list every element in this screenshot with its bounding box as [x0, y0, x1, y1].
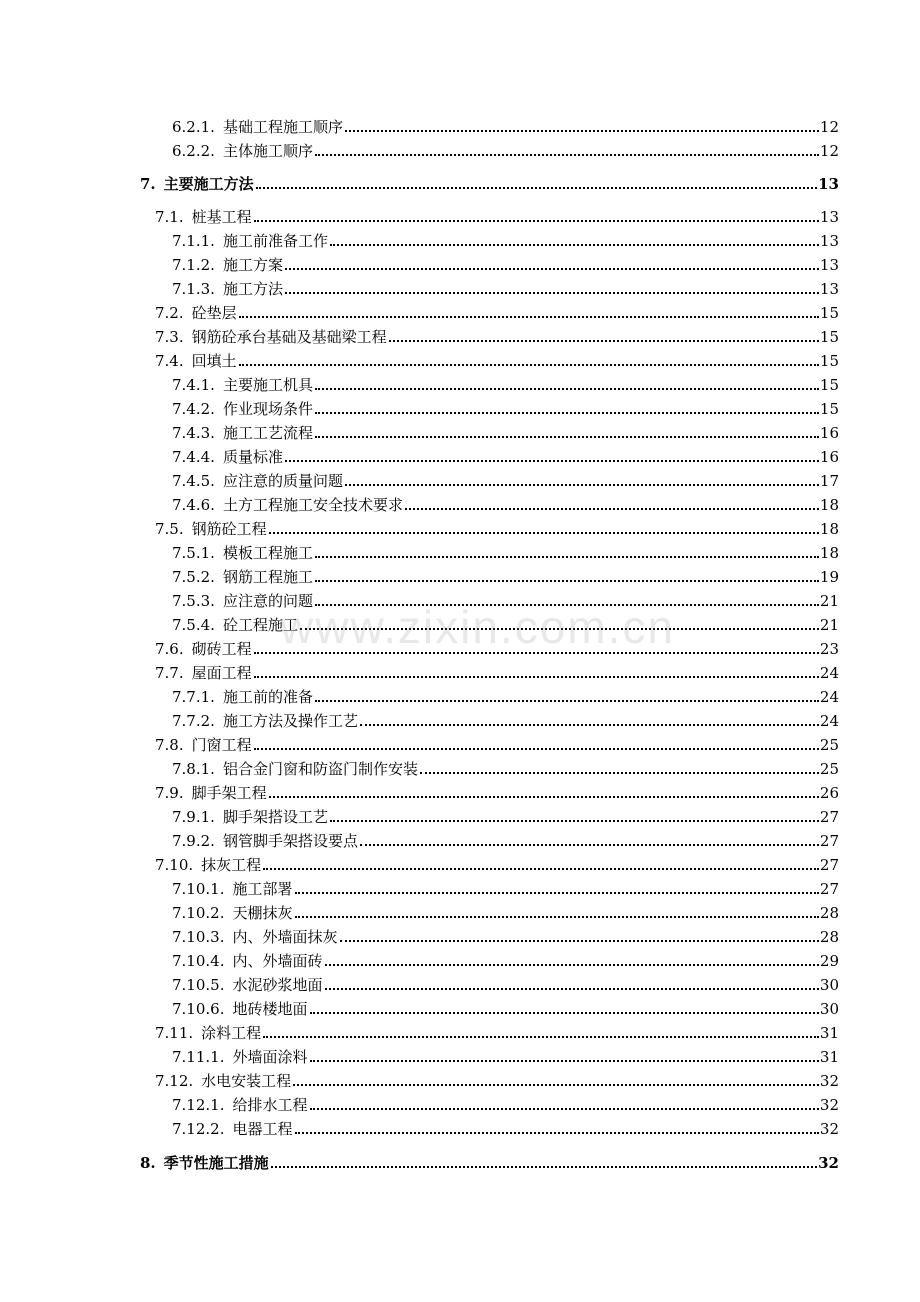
- toc-entry-number: 7.1.3.: [172, 280, 215, 298]
- dot-leader: [256, 187, 817, 189]
- toc-entry-number: 7.5.1.: [172, 544, 215, 562]
- toc-entry-number: 7.4.6.: [172, 496, 215, 514]
- toc-entry-7-1-1[interactable]: [172, 228, 839, 250]
- toc-entry-page: 23: [819, 640, 839, 658]
- toc-entry-number: 8.: [140, 1154, 156, 1172]
- toc-entry-page: 30: [819, 976, 839, 994]
- toc-entry-7-4-5[interactable]: [172, 468, 839, 490]
- dot-leader: [315, 388, 819, 390]
- toc-entry-8[interactable]: [140, 1150, 839, 1172]
- toc-entry-page: 32: [819, 1120, 839, 1138]
- toc-entry-number: 7.10.6.: [172, 1000, 225, 1018]
- toc-entry-title: 抹灰工程: [201, 856, 262, 874]
- toc-entry-title: 基础工程施工顺序: [222, 118, 343, 136]
- toc-entry-page: 18: [819, 520, 839, 538]
- toc-entry-7-5-2[interactable]: [172, 564, 839, 586]
- toc-entry-7-5-4[interactable]: [172, 612, 839, 634]
- toc-entry-7-10[interactable]: [155, 852, 839, 874]
- toc-entry-7-4-1[interactable]: [172, 372, 839, 394]
- dot-leader: [254, 676, 819, 678]
- toc-entry-number: 7.10.5.: [172, 976, 225, 994]
- dot-leader: [269, 532, 819, 534]
- toc-entry-title: 钢管脚手架搭设要点: [222, 832, 358, 850]
- toc-entry-number: 6.2.2.: [172, 142, 215, 160]
- toc-entry-title: 施工工艺流程: [222, 424, 313, 442]
- toc-entry-number: 7.2.: [155, 304, 184, 322]
- dot-leader: [254, 748, 819, 750]
- toc-entry-page: 28: [819, 904, 839, 922]
- dot-leader: [285, 460, 819, 462]
- toc-entry-page: 24: [819, 688, 839, 706]
- dot-leader: [271, 1166, 817, 1168]
- toc-entry-title: 砌砖工程: [191, 640, 252, 658]
- toc-entry-page: 31: [819, 1048, 839, 1066]
- toc-entry-number: 7.12.: [155, 1072, 194, 1090]
- toc-entry-title: 水泥砂浆地面: [232, 976, 323, 994]
- toc-entry-title: 土方工程施工安全技术要求: [222, 496, 403, 514]
- toc-entry-number: 6.2.1.: [172, 118, 215, 136]
- toc-entry-page: 17: [819, 472, 839, 490]
- toc-entry-title: 门窗工程: [191, 736, 252, 754]
- toc-entry-title: 脚手架搭设工艺: [222, 808, 328, 826]
- toc-entry-title: 作业现场条件: [222, 400, 313, 418]
- toc-entry-number: 7.9.: [155, 784, 184, 802]
- dot-leader: [315, 604, 819, 606]
- toc-entry-number: 7.11.: [155, 1024, 194, 1042]
- toc-entry-page: 25: [819, 736, 839, 754]
- toc-entry-page: 27: [819, 880, 839, 898]
- toc-entry-title: 施工前准备工作: [222, 232, 328, 250]
- toc-entry-page: 15: [819, 328, 839, 346]
- toc-entry-title: 桩基工程: [191, 208, 252, 226]
- toc-entry-number: 7.4.3.: [172, 424, 215, 442]
- toc-entry-7-3[interactable]: [155, 324, 839, 346]
- toc-entry-title: 涂料工程: [201, 1024, 262, 1042]
- toc-entry-number: 7.7.1.: [172, 688, 215, 706]
- dot-leader: [360, 724, 819, 726]
- toc-entry-number: 7.9.1.: [172, 808, 215, 826]
- toc-entry-title: 主要施工机具: [222, 376, 313, 394]
- toc-entry-page: 21: [819, 616, 839, 634]
- toc-entry-title: 电器工程: [232, 1120, 293, 1138]
- toc-entry-7-11-1[interactable]: [172, 1044, 839, 1066]
- toc-entry-page: 27: [819, 856, 839, 874]
- toc-entry-page: 32: [819, 1072, 839, 1090]
- toc-entry-7-5[interactable]: [155, 516, 839, 538]
- toc-entry-page: 28: [819, 928, 839, 946]
- dot-leader: [330, 244, 819, 246]
- toc-entry-number: 7.5.4.: [172, 616, 215, 634]
- toc-entry-7-9-2[interactable]: [172, 828, 839, 850]
- toc-entry-title: 天棚抹灰: [232, 904, 293, 922]
- toc-entry-number: 7.4.1.: [172, 376, 215, 394]
- dot-leader: [405, 508, 819, 510]
- toc-entry-title: 砼垫层: [191, 304, 237, 322]
- toc-entry-7-7-1[interactable]: [172, 684, 839, 706]
- dot-leader: [315, 436, 819, 438]
- dot-leader: [315, 556, 819, 558]
- toc-entry-title: 季节性施工措施: [163, 1154, 269, 1172]
- toc-entry-7-6[interactable]: [155, 636, 839, 658]
- toc-entry-title: 内、外墙面抹灰: [232, 928, 338, 946]
- toc-entry-page: 15: [819, 376, 839, 394]
- toc-entry-page: 27: [819, 808, 839, 826]
- toc-entry-page: 31: [819, 1024, 839, 1042]
- toc-entry-number: 7.3.: [155, 328, 184, 346]
- toc-entry-7-5-3[interactable]: [172, 588, 839, 610]
- toc-entry-number: 7.5.: [155, 520, 184, 538]
- toc-entry-page: 13: [818, 175, 839, 193]
- toc-entry-title: 应注意的质量问题: [222, 472, 343, 490]
- dot-leader: [315, 412, 819, 414]
- toc-entry-number: 7.8.1.: [172, 760, 215, 778]
- dot-leader: [310, 1012, 819, 1014]
- toc-entry-number: 7.7.: [155, 664, 184, 682]
- toc-entry-7-12-2[interactable]: [172, 1116, 839, 1138]
- dot-leader: [285, 268, 819, 270]
- toc-entry-title: 地砖楼地面: [232, 1000, 308, 1018]
- toc-entry-title: 给排水工程: [232, 1096, 308, 1114]
- toc-entry-number: 7.5.3.: [172, 592, 215, 610]
- toc-entry-7-5-1[interactable]: [172, 540, 839, 562]
- toc-entry-title: 施工方法及操作工艺: [222, 712, 358, 730]
- toc-entry-7-4-3[interactable]: [172, 420, 839, 442]
- dot-leader: [360, 844, 819, 846]
- toc-entry-number: 7.4.2.: [172, 400, 215, 418]
- toc-entry-7-10-2[interactable]: [172, 900, 839, 922]
- dot-leader: [325, 988, 819, 990]
- toc-entry-title: 外墙面涂料: [232, 1048, 308, 1066]
- dot-leader: [310, 1060, 819, 1062]
- toc-entry-title: 施工方案: [222, 256, 283, 274]
- toc-entry-number: 7.4.: [155, 352, 184, 370]
- toc-entry-title: 施工前的准备: [222, 688, 313, 706]
- dot-leader: [269, 796, 819, 798]
- toc-entry-7-1[interactable]: [155, 204, 839, 226]
- toc-entry-7-7[interactable]: [155, 660, 839, 682]
- dot-leader: [239, 316, 819, 318]
- toc-entry-title: 铝合金门窗和防盗门制作安装: [222, 760, 418, 778]
- toc-entry-7-10-5[interactable]: [172, 972, 839, 994]
- toc-entry-page: 13: [819, 208, 839, 226]
- toc-entry-title: 水电安装工程: [201, 1072, 292, 1090]
- toc-entry-page: 26: [819, 784, 839, 802]
- dot-leader: [310, 1108, 819, 1110]
- toc-entry-number: 7.10.4.: [172, 952, 225, 970]
- toc-entry-number: 7.1.: [155, 208, 184, 226]
- dot-leader: [345, 484, 819, 486]
- toc-entry-page: 12: [819, 142, 839, 160]
- toc-entry-7-1-3[interactable]: [172, 276, 839, 298]
- toc-entry-number: 7.10.: [155, 856, 194, 874]
- toc-entry-7-10-4[interactable]: [172, 948, 839, 970]
- toc-entry-number: 7.1.2.: [172, 256, 215, 274]
- toc-entry-7-4-4[interactable]: [172, 444, 839, 466]
- toc-entry-7-10-3[interactable]: [172, 924, 839, 946]
- toc-entry-title: 施工部署: [232, 880, 293, 898]
- toc-entry-7-12-1[interactable]: [172, 1092, 839, 1114]
- toc-entry-7-11[interactable]: [155, 1020, 839, 1042]
- toc-entry-7-10-1[interactable]: [172, 876, 839, 898]
- toc-entry-7[interactable]: [140, 171, 839, 193]
- toc-entry-number: 7.10.3.: [172, 928, 225, 946]
- dot-leader: [330, 820, 819, 822]
- toc-entry-7-4[interactable]: [155, 348, 839, 370]
- toc-entry-7-4-6[interactable]: [172, 492, 839, 514]
- toc-entry-title: 应注意的问题: [222, 592, 313, 610]
- toc-entry-page: 32: [819, 1096, 839, 1114]
- toc-entry-7-8[interactable]: [155, 732, 839, 754]
- dot-leader: [315, 700, 819, 702]
- dot-leader: [295, 916, 819, 918]
- toc-entry-number: 7.10.2.: [172, 904, 225, 922]
- toc-entry-page: 24: [819, 712, 839, 730]
- dot-leader: [239, 364, 819, 366]
- toc-entry-number: 7.: [140, 175, 156, 193]
- toc-entry-title: 回填土: [191, 352, 237, 370]
- toc-entry-title: 砼工程施工: [222, 616, 298, 634]
- toc-entry-6-2-1[interactable]: [172, 114, 839, 136]
- toc-entry-title: 模板工程施工: [222, 544, 313, 562]
- dot-leader: [293, 1084, 819, 1086]
- dot-leader: [315, 154, 819, 156]
- toc-entry-page: 29: [819, 952, 839, 970]
- dot-leader: [389, 340, 819, 342]
- toc-entry-title: 主体施工顺序: [222, 142, 313, 160]
- dot-leader: [263, 868, 819, 870]
- toc-entry-page: 15: [819, 304, 839, 322]
- dot-leader: [254, 220, 819, 222]
- dot-leader: [315, 580, 819, 582]
- toc-entry-7-1-2[interactable]: [172, 252, 839, 274]
- toc-entry-page: 15: [819, 352, 839, 370]
- toc-entry-number: 7.4.4.: [172, 448, 215, 466]
- toc-entry-7-4-2[interactable]: [172, 396, 839, 418]
- watermark: www.zixin.com.cn: [280, 601, 675, 653]
- toc-entry-number: 7.9.2.: [172, 832, 215, 850]
- toc-entry-7-12[interactable]: [155, 1068, 839, 1090]
- toc-entry-page: 16: [819, 424, 839, 442]
- dot-leader: [285, 292, 819, 294]
- toc-entry-number: 7.11.1.: [172, 1048, 225, 1066]
- toc-entry-7-7-2[interactable]: [172, 708, 839, 730]
- toc-entry-page: 24: [819, 664, 839, 682]
- dot-leader: [420, 772, 819, 774]
- toc-entry-7-2[interactable]: [155, 300, 839, 322]
- toc-entry-page: 16: [819, 448, 839, 466]
- dot-leader: [295, 892, 819, 894]
- toc-entry-page: 13: [819, 256, 839, 274]
- toc-entry-page: 21: [819, 592, 839, 610]
- toc-entry-page: 25: [819, 760, 839, 778]
- toc-entry-number: 7.5.2.: [172, 568, 215, 586]
- toc-entry-title: 屋面工程: [191, 664, 252, 682]
- toc-entry-page: 13: [819, 232, 839, 250]
- toc-entry-title: 钢筋砼工程: [191, 520, 267, 538]
- toc-entry-7-9[interactable]: [155, 780, 839, 802]
- toc-entry-page: 32: [818, 1154, 839, 1172]
- toc-entry-7-10-6[interactable]: [172, 996, 839, 1018]
- toc-entry-page: 18: [819, 544, 839, 562]
- toc-entry-page: 19: [819, 568, 839, 586]
- toc-entry-title: 质量标准: [222, 448, 283, 466]
- toc-entry-number: 7.6.: [155, 640, 184, 658]
- toc-entry-number: 7.10.1.: [172, 880, 225, 898]
- toc-entry-title: 主要施工方法: [163, 175, 254, 193]
- dot-leader: [263, 1036, 819, 1038]
- toc-entry-page: 27: [819, 832, 839, 850]
- toc-entry-7-9-1[interactable]: [172, 804, 839, 826]
- toc-entry-page: 12: [819, 118, 839, 136]
- toc-entry-6-2-2[interactable]: [172, 138, 839, 160]
- toc-entry-page: 18: [819, 496, 839, 514]
- toc-entry-number: 7.8.: [155, 736, 184, 754]
- toc-entry-title: 内、外墙面砖: [232, 952, 323, 970]
- toc-entry-number: 7.1.1.: [172, 232, 215, 250]
- dot-leader: [295, 1132, 819, 1134]
- toc-entry-number: 7.7.2.: [172, 712, 215, 730]
- toc-entry-page: 13: [819, 280, 839, 298]
- dot-leader: [340, 940, 819, 942]
- dot-leader: [300, 628, 819, 630]
- toc-entry-title: 脚手架工程: [191, 784, 267, 802]
- toc-entry-number: 7.12.2.: [172, 1120, 225, 1138]
- dot-leader: [345, 130, 819, 132]
- toc-entry-title: 钢筋砼承台基础及基础梁工程: [191, 328, 387, 346]
- toc-entry-number: 7.4.5.: [172, 472, 215, 490]
- toc-entry-title: 施工方法: [222, 280, 283, 298]
- toc-entry-title: 钢筋工程施工: [222, 568, 313, 586]
- dot-leader: [254, 652, 819, 654]
- toc-entry-number: 7.12.1.: [172, 1096, 225, 1114]
- toc-entry-page: 30: [819, 1000, 839, 1018]
- toc-entry-7-8-1[interactable]: [172, 756, 839, 778]
- dot-leader: [325, 964, 819, 966]
- toc-entry-page: 15: [819, 400, 839, 418]
